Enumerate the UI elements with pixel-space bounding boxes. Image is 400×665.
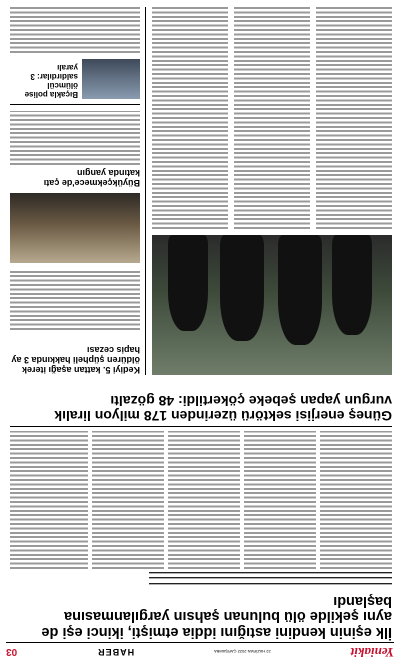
masthead	[6, 642, 394, 661]
second-body-col-2	[234, 7, 310, 229]
text-lines	[92, 431, 164, 569]
text-lines	[10, 111, 140, 165]
masthead-logo: Yeniakit	[350, 645, 394, 660]
main-headline: İlk eşinin kendini astığını iddia etmişti, ikinci eşi de aynı şekilde ölü bulunan şahsın yargılanmasına başlandı	[41, 593, 392, 640]
main-body-col-1	[320, 431, 392, 569]
side-story-1-headline: Kediyi 5. kattan aşağı iterek öldüren şüpheli hakkında 3 ay hapis cezası	[11, 345, 140, 375]
side-divider	[10, 104, 140, 105]
photo-figure	[168, 235, 208, 331]
main-body-col-2	[244, 431, 316, 569]
deck-line: ▬▬▬▬▬▬▬▬▬▬▬▬▬▬▬▬▬▬▬▬▬▬▬▬▬▬▬▬▬▬▬▬▬▬▬▬▬▬▬▬▬▬▬▬▬▬▬▬▬▬▬▬▬▬	[149, 576, 392, 582]
second-body-col-3	[152, 7, 228, 229]
side-story-1-body	[10, 270, 140, 330]
photo-figure	[278, 235, 322, 345]
section-divider	[10, 426, 392, 427]
column-divider	[145, 7, 146, 375]
main-body-col-3	[168, 431, 240, 569]
side-story-2-headline: Büyükçekmece'de çatı katında yangın	[43, 168, 140, 188]
masthead-section: HABER	[97, 647, 135, 657]
page-number: 03	[6, 646, 18, 658]
main-body-col-4	[92, 431, 164, 569]
side-story-3-headline: Bıçakla polise ölümcül saldırdılar: 3 yaralı	[24, 63, 78, 99]
second-body-col-1	[316, 7, 392, 229]
side-story-3-body	[10, 7, 140, 53]
text-lines	[244, 431, 316, 569]
second-headline: Güneş enerjisi sektörü üzerinden 178 milyon liralık vurgun yapan şebeke çökertildi: 48 gözaltı	[54, 393, 392, 424]
masthead-date: 22 HAZİRAN 2022 ÇARŞAMBA	[214, 649, 271, 655]
text-lines	[152, 7, 228, 229]
attack-photo	[82, 59, 140, 99]
deck-line: ▬▬▬▬▬▬▬▬▬▬▬▬▬▬▬▬▬▬▬▬▬▬▬▬▬▬▬▬▬▬▬▬▬▬▬▬▬▬▬▬▬▬▬▬▬▬▬▬▬▬▬▬▬▬	[149, 582, 392, 587]
main-deck	[10, 571, 392, 588]
text-lines	[320, 431, 392, 569]
text-lines	[10, 431, 88, 569]
photo-figure	[332, 235, 372, 335]
side-story-2-body	[10, 111, 140, 165]
main-body-col-5	[10, 431, 88, 569]
photo-figure	[220, 235, 264, 341]
news-photo	[152, 235, 392, 375]
text-lines	[10, 7, 140, 53]
text-lines	[168, 431, 240, 569]
text-lines	[234, 7, 310, 229]
deck-line: ▬▬▬▬▬▬▬▬▬▬▬▬▬▬▬▬▬▬▬▬▬▬▬▬▬▬▬▬▬▬▬▬▬▬▬▬▬▬▬▬▬▬▬▬▬▬▬▬▬▬▬▬▬▬	[149, 571, 392, 576]
text-lines	[316, 7, 392, 229]
text-lines	[10, 270, 140, 330]
fire-photo	[10, 193, 140, 263]
